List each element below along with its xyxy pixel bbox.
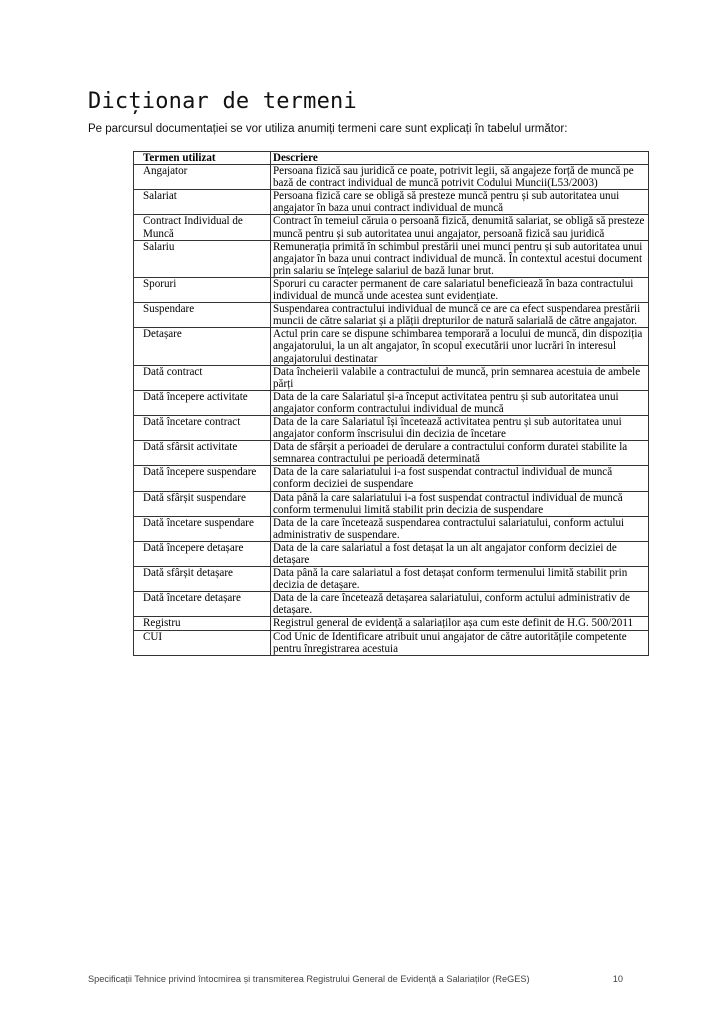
- description-cell: Data de la care Salariatul și-a început activitatea pentru și sub autoritatea unui angajator conform contractului individual de muncă: [271, 390, 649, 415]
- table-row: [134, 415, 649, 440]
- page-title: Dicționar de termeni: [88, 89, 357, 114]
- column-header-term: Termen utilizat: [134, 152, 271, 165]
- table-row: [134, 516, 649, 541]
- term-cell: Dată începere activitate: [134, 390, 271, 415]
- description-cell: Actul prin care se dispune schimbarea temporară a locului de muncă, din dispoziția angajatorului, la un alt angajator, în scopul executării unor lucrări în interesul angajatorului destinatar: [271, 328, 649, 365]
- description-cell: Data de sfârșit a perioadei de derulare a contractului conform duratei stabilite la semnarea contractului pe perioadă determinată: [271, 441, 649, 466]
- term-cell: Detașare: [134, 328, 271, 365]
- description-cell: Suspendarea contractului individual de muncă ce are ca efect suspendarea prestării muncii de către salariat și a plății drepturilor de natură salarială de către angajator.: [271, 303, 649, 328]
- page-footer: [88, 974, 623, 984]
- term-cell: Registru: [134, 617, 271, 630]
- terms-table: [133, 151, 649, 656]
- table-row: [134, 190, 649, 215]
- table-row: [134, 365, 649, 390]
- description-cell: Persoana fizică sau juridică ce poate, potrivit legii, să angajeze forță de muncă pe bază de contract individual de muncă potrivit Codului Muncii(L53/2003): [271, 165, 649, 190]
- term-cell: Dată sfârșit suspendare: [134, 491, 271, 516]
- intro-text: Pe parcursul documentației se vor utiliza anumiți termeni care sunt explicați în tabelul următor:: [88, 123, 568, 135]
- column-header-description: Descriere: [271, 152, 649, 165]
- table-row: [134, 491, 649, 516]
- description-cell: Data de la care salariatului i-a fost suspendat contractul individual de muncă conform deciziei de suspendare: [271, 466, 649, 491]
- term-cell: Dată sfârșit detașare: [134, 567, 271, 592]
- term-cell: Dată începere detașare: [134, 541, 271, 566]
- description-cell: Registrul general de evidență a salariaților așa cum este definit de H.G. 500/2011: [271, 617, 649, 630]
- description-cell: Data de la care încetează suspendarea contractului salariatului, conform actului administrativ de suspendare.: [271, 516, 649, 541]
- table-row: [134, 541, 649, 566]
- term-cell: Contract Individual de Muncă: [134, 215, 271, 240]
- term-cell: Dată încetare contract: [134, 415, 271, 440]
- page-number: 10: [612, 974, 623, 984]
- table-row: [134, 441, 649, 466]
- table-row: [134, 215, 649, 240]
- table-row: [134, 617, 649, 630]
- term-cell: Sporuri: [134, 277, 271, 302]
- table-row: [134, 240, 649, 277]
- table-row: [134, 390, 649, 415]
- description-cell: Data până la care salariatului i-a fost suspendat contractul individual de muncă conform termenului limită stabilit prin decizia de suspendare: [271, 491, 649, 516]
- description-cell: Data încheierii valabile a contractului de muncă, prin semnarea acestuia de ambele părți: [271, 365, 649, 390]
- table-row: [134, 567, 649, 592]
- term-cell: Dată începere suspendare: [134, 466, 271, 491]
- description-cell: Sporuri cu caracter permanent de care salariatul beneficiează în baza contractului individual de muncă unde acestea sunt evidențiate.: [271, 277, 649, 302]
- term-cell: Angajator: [134, 165, 271, 190]
- term-cell: Dată sfârsit activitate: [134, 441, 271, 466]
- table-row: [134, 466, 649, 491]
- table-row: [134, 630, 649, 655]
- table-row: [134, 592, 649, 617]
- description-cell: Data până la care salariatul a fost detașat conform termenului limită stabilit prin decizia de detașare.: [271, 567, 649, 592]
- description-cell: Cod Unic de Identificare atribuit unui angajator de către autoritățile competente pentru înregistrarea acestuia: [271, 630, 649, 655]
- term-cell: Dată încetare detașare: [134, 592, 271, 617]
- table-row: [134, 277, 649, 302]
- table-row: [134, 165, 649, 190]
- description-cell: Contract în temeiul căruia o persoană fizică, denumită salariat, se obligă să presteze muncă pentru și sub autoritatea unui angajator, persoană fizică sau juridică: [271, 215, 649, 240]
- footer-text: Specificații Tehnice privind întocmirea și transmiterea Registrului General de Evidență a Salariaților (ReGES): [88, 974, 530, 984]
- description-cell: Data de la care salariatul a fost detașat la un alt angajator conform deciziei de detașare: [271, 541, 649, 566]
- term-cell: Suspendare: [134, 303, 271, 328]
- table-row: [134, 303, 649, 328]
- description-cell: Remunerația primită în schimbul prestării unei munci pentru și sub autoritatea unui angajator în baza unui contract individual de muncă. În contextul acestui document prin salariu se înțelege salariul de bază lunar brut.: [271, 240, 649, 277]
- term-cell: Salariu: [134, 240, 271, 277]
- description-cell: Persoana fizică care se obligă să presteze muncă pentru și sub autoritatea unui angajator în baza unui contract individual de muncă: [271, 190, 649, 215]
- description-cell: Data de la care Salariatul își încetează activitatea pentru și sub autoritatea unui angajator conform înscrisului din decizia de încetare: [271, 415, 649, 440]
- term-cell: CUI: [134, 630, 271, 655]
- term-cell: Salariat: [134, 190, 271, 215]
- term-cell: Dată contract: [134, 365, 271, 390]
- table-row: [134, 328, 649, 365]
- term-cell: Dată încetare suspendare: [134, 516, 271, 541]
- description-cell: Data de la care încetează detașarea salariatului, conform actului administrativ de detașare.: [271, 592, 649, 617]
- table-header-row: [134, 152, 649, 165]
